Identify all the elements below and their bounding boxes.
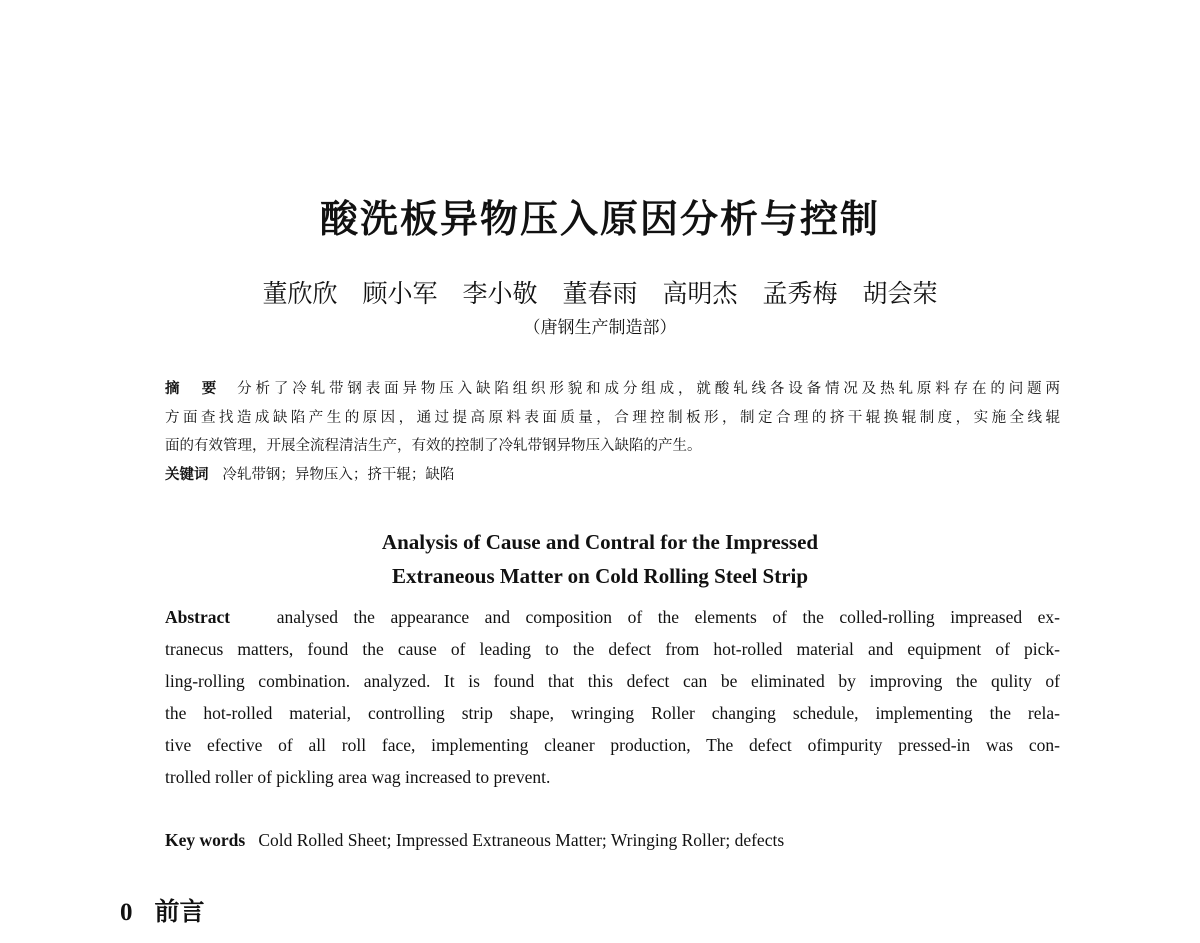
section-number: 0 [120, 899, 133, 926]
cn-abstract-line: 摘 要 分析了冷轧带钢表面异物压入缺陷组织形貌和成分组成，就酸轧线各设备情况及热轧原料存在的问题两 [165, 381, 1061, 397]
en-abstract-line: ling-rolling combination. analyzed. It is found that this defect can be eliminated by improving the qulity of [165, 671, 1060, 691]
en-keywords-label: Key words [165, 830, 246, 850]
affiliation: （唐钢生产制造部） [523, 318, 677, 338]
en-abstract-label: Abstract [165, 607, 231, 627]
author-list: 董欣欣 顾小军 李小敬 董春雨 高明杰 孟秀梅 胡会荣 [262, 279, 938, 308]
cn-abstract-line: 面的有效管理，开展全流程清洁生产，有效的控制了冷轧带钢异物压入缺陷的产生。 [165, 438, 702, 454]
english-title-line: Extraneous Matter on Cold Rolling Steel Strip [391, 564, 809, 588]
section-title: 前言 [154, 897, 205, 926]
en-abstract-line: trolled roller of pickling area wag increased to prevent. [165, 767, 551, 787]
section-heading [120, 892, 205, 928]
cn-keywords: 关键词 冷轧带钢；异物压入；挤干辊；缺陷 [165, 467, 455, 483]
en-keywords: Key words Cold Rolled Sheet; Impressed Extraneous Matter; Wringing Roller; defects [165, 830, 785, 850]
cn-keywords-label: 关键词 [165, 467, 209, 483]
en-abstract-line: tranecus matters, found the cause of leading to the defect from hot-rolled material and equipment of pick- [165, 639, 1060, 659]
en-abstract-line: Abstract analysed the appearance and composition of the elements of the colled-rolling impreased ex- [165, 607, 1061, 627]
en-abstract-line: tive efective of all roll face, implementing cleaner production, The defect ofimpurity pressed-in was con- [165, 735, 1060, 755]
paper-title: 酸洗板异物压入原因分析与控制 [319, 197, 880, 241]
en-abstract-line: the hot-rolled material, controlling strip shape, wringing Roller changing schedule, implementing the rela- [165, 703, 1060, 723]
cn-abstract-line: 方面查找造成缺陷产生的原因，通过提高原料表面质量，合理控制板形，制定合理的挤干辊换辊制度，实施全线辊 [165, 410, 1060, 426]
cn-abstract-label: 摘 要 [165, 381, 221, 397]
english-title-line: Analysis of Cause and Contral for the Impressed [381, 530, 819, 554]
